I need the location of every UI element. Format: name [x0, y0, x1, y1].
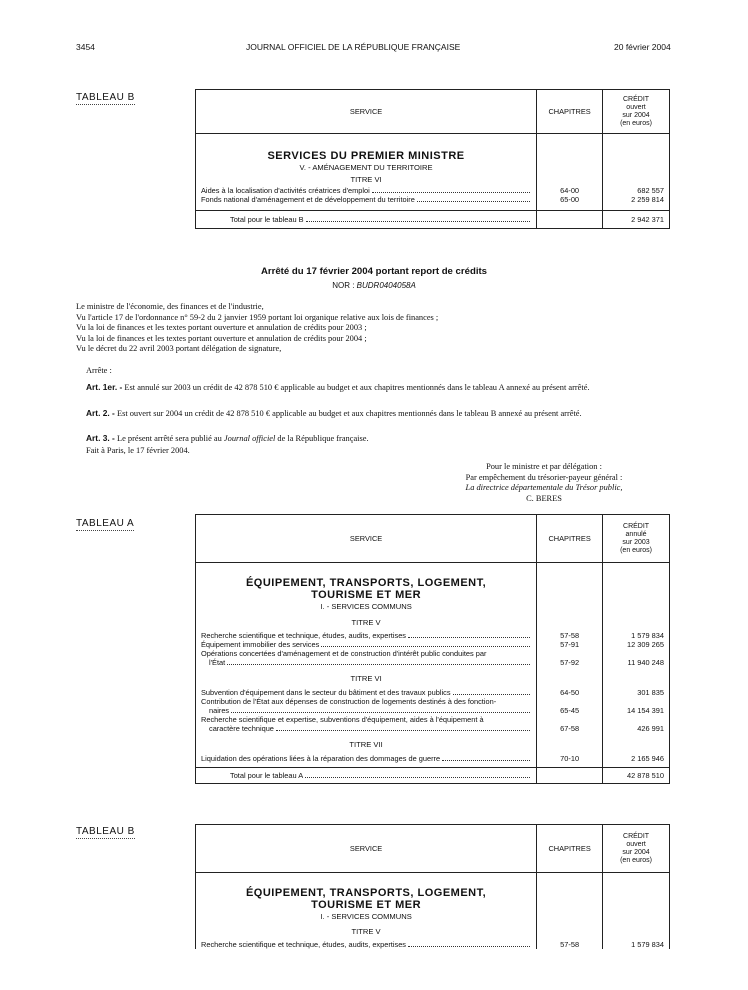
- col-service: SERVICE: [196, 825, 537, 873]
- considerants: Le ministre de l'économie, des finances et de l'industrie, Vu l'article 17 de l'ordonnance n° 59-2 du 2 janvier 1959 portant loi organique relative aux lois de finances ; Vu la loi de finances et les textes portant ouverture et annulation de crédits pour 2003 ; Vu la loi de finances et les textes portant ouverture et annulation de crédits pour 2004 ; Vu le décret du 22 avril 2003 portant délégation de signature,: [76, 302, 439, 353]
- page-number: 3454: [76, 42, 95, 52]
- arrete-title: Arrêté du 17 février 2004 portant report de crédits: [260, 266, 488, 277]
- col-chapitres: CHAPITRES: [537, 90, 603, 134]
- col-service: SERVICE: [196, 90, 537, 134]
- titre-heading: TITRE VI: [350, 674, 382, 683]
- section-heading: V. - AMÉNAGEMENT DU TERRITOIRE: [299, 163, 433, 172]
- titre-heading: TITRE VII: [349, 740, 383, 749]
- titre-heading: TITRE V: [351, 618, 381, 627]
- table-row: Recherche scientifique et expertise, subventions d'équipement, aides à l'équipement à caractère technique 67-58 426 991: [196, 715, 670, 733]
- table-label: TABLEAU B: [76, 826, 135, 837]
- col-chapitres: CHAPITRES: [537, 825, 603, 873]
- titre-heading: TITRE V: [351, 927, 381, 936]
- article-3: Art. 3. - Le présent arrêté sera publié au Journal officiel de la République française.: [86, 433, 369, 443]
- credit-table-a: [195, 514, 670, 784]
- article-2: Art. 2. - Est ouvert sur 2004 un crédit de 42 878 510 € applicable au budget et aux chapitres mentionnés dans le tableau B annexé au présent arrêté.: [86, 408, 582, 418]
- credit-table-b-equipement: [195, 824, 670, 949]
- table-row: Aides à la localisation d'activités créatrices d'emploi 64-00 682 557: [196, 186, 670, 195]
- table-row: Fonds national d'aménagement et de développement du territoire 65-00 2 259 814: [196, 195, 670, 211]
- table-row: Liquidation des opérations liées à la réparation des dommages de guerre 70-10 2 165 946: [196, 751, 670, 768]
- table-row: Recherche scientifique et technique, études, audits, expertises 57-58 1 579 834: [196, 629, 670, 640]
- col-service: SERVICE: [196, 515, 537, 563]
- section-heading: I. - SERVICES COMMUNS: [320, 602, 412, 611]
- total-row: Total pour le tableau B 2 942 371: [196, 211, 670, 229]
- table-row: Recherche scientifique et technique, études, audits, expertises 57-58 1 579 834: [196, 938, 670, 949]
- arrete-word: Arrête :: [86, 366, 112, 375]
- table-row: Contribution de l'État aux dépenses de construction de logements destinés à des fonction- naires 65-45 14 154 391: [196, 697, 670, 715]
- table-label: TABLEAU A: [76, 518, 135, 529]
- table-row: Opérations concertées d'aménagement et de construction d'intérêt public conduites par l'État 57-92 11 940 248: [196, 649, 670, 667]
- signature-block: Pour le ministre et par délégation : Par empêchement du trésorier-payeur général : La directrice départementale du Trésor public, C. BERES: [465, 462, 623, 503]
- ministry-heading: ÉQUIPEMENT, TRANSPORTS, LOGEMENT, TOURISME ET MER: [245, 887, 487, 911]
- ministry-heading: ÉQUIPEMENT, TRANSPORTS, LOGEMENT, TOURISME ET MER: [245, 577, 487, 601]
- table-row: Subvention d'équipement dans le secteur du bâtiment et des travaux publics 64-50 301 835: [196, 685, 670, 697]
- fait-a-paris: Fait à Paris, le 17 février 2004.: [86, 446, 190, 455]
- nor-line: NOR : BUDR0404058A: [332, 281, 416, 290]
- total-row: Total pour le tableau A 42 878 510: [196, 768, 670, 784]
- section-heading: I. - SERVICES COMMUNS: [320, 912, 412, 921]
- table-label: TABLEAU B: [76, 92, 135, 103]
- article-1: Art. 1er. - Est annulé sur 2003 un crédit de 42 878 510 € applicable au budget et aux chapitres mentionnés dans le tableau A annexé au présent arrêté.: [86, 382, 590, 392]
- titre-heading: TITRE VI: [350, 175, 382, 184]
- col-credit: CRÉDIT ouvert sur 2004 (en euros): [603, 825, 670, 873]
- journal-date: 20 février 2004: [614, 42, 671, 52]
- col-credit: CRÉDIT annulé sur 2003 (en euros): [603, 515, 670, 563]
- credit-table-b-pm: [195, 89, 670, 229]
- col-chapitres: CHAPITRES: [537, 515, 603, 563]
- journal-title: JOURNAL OFFICIEL DE LA RÉPUBLIQUE FRANÇAISE: [246, 42, 461, 52]
- table-row: Équipement immobilier des services 57-91 12 309 265: [196, 640, 670, 649]
- ministry-heading: SERVICES DU PREMIER MINISTRE: [267, 150, 465, 162]
- col-credit: CRÉDIT ouvert sur 2004 (en euros): [603, 90, 670, 134]
